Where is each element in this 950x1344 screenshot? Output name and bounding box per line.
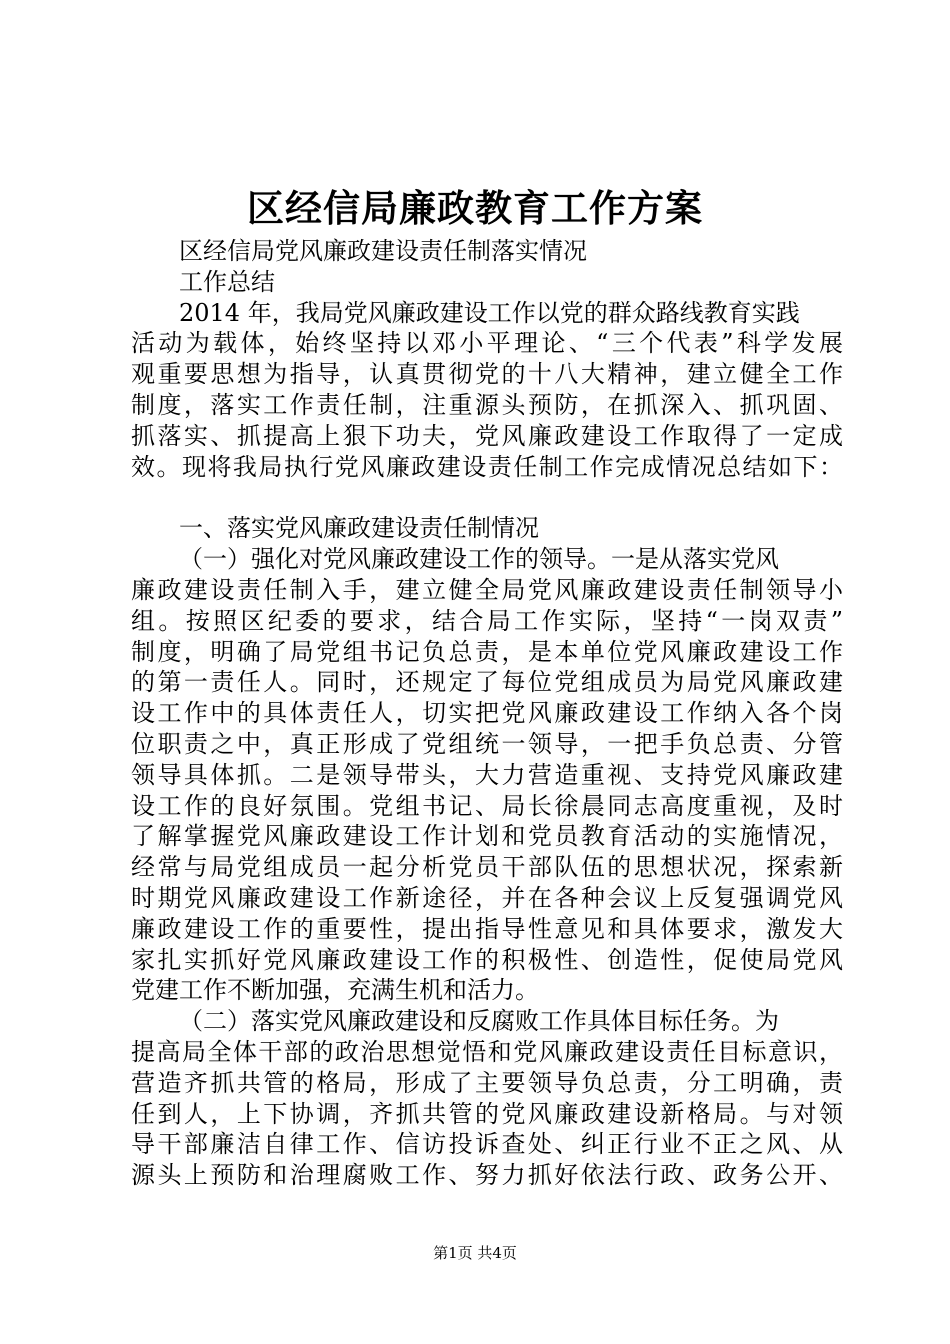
text-line: 设工作的良好氛围。党组书记、局长徐晨同志高度重视，及时 [131, 791, 843, 820]
text-line: 位职责之中，真正形成了党组统一领导，一把手负总责、分管 [131, 729, 843, 758]
text-line: 的第一责任人。同时，还规定了每位党组成员为局党风廉政建 [131, 668, 843, 697]
document-title: 区经信局廉政教育工作方案 [247, 186, 703, 230]
text-line: 观重要思想为指导，认真贯彻党的十八大精神，建立健全工作 [131, 360, 843, 389]
subtitle-line: 工作总结 [179, 267, 275, 296]
text-line: 时期党风廉政建设工作新途径，并在各种会议上反复强调党风 [131, 883, 843, 912]
document-body [131, 236, 843, 1191]
text-line: 任到人，上下协调，齐抓共管的党风廉政建设新格局。与对领 [131, 1099, 843, 1128]
text-line: 源头上预防和治理腐败工作、努力抓好依法行政、政务公开、 [131, 1161, 843, 1190]
text-line: 设工作中的具体责任人，切实把党风廉政建设工作纳入各个岗 [131, 699, 843, 728]
text-line: （一）强化对党风廉政建设工作的领导。一是从落实党风 [179, 545, 779, 574]
text-line: 营造齐抓共管的格局，形成了主要领导负总责，分工明确，责 [131, 1068, 843, 1097]
text-line: 经常与局党组成员一起分析党员干部队伍的思想状况，探索新 [131, 853, 843, 882]
text-line: 抓落实、抓提高上狠下功夫，党风廉政建设工作取得了一定成 [131, 421, 843, 450]
paragraph-targets [131, 1006, 843, 1191]
text-line: 效。现将我局执行党风廉政建设责任制工作完成情况总结如下： [131, 452, 843, 481]
text-line: 廉政建设责任制入手，建立健全局党风廉政建设责任制领导小 [131, 575, 843, 604]
paragraph-intro [131, 298, 843, 483]
text-line: 家扎实抓好党风廉政建设工作的积极性、创造性，促使局党风 [131, 945, 843, 974]
page-number-footer: 第1页 共4页 [433, 1244, 517, 1262]
section-heading: 一、落实党风廉政建设责任制情况 [179, 514, 539, 543]
paragraph-leadership [131, 544, 843, 1006]
text-line: 组。按照区纪委的要求，结合局工作实际，坚持“一岗双责” [131, 606, 843, 635]
subtitle-line: 区经信局党风廉政建设责任制落实情况 [179, 237, 587, 265]
text-line: 导干部廉洁自律工作、信访投诉查处、纠正行业不正之风、从 [131, 1130, 843, 1159]
text-line: 领导具体抓。二是领导带头，大力营造重视、支持党风廉政建 [131, 760, 843, 789]
text-line: 提高局全体干部的政治思想觉悟和党风廉政建设责任目标意识， [131, 1037, 843, 1066]
text-line: 制度，明确了局党组书记负总责，是本单位党风廉政建设工作 [131, 637, 843, 666]
text-line: 廉政建设工作的重要性，提出指导性意见和具体要求，激发大 [131, 914, 843, 943]
text-line: 制度，落实工作责任制，注重源头预防，在抓深入、抓巩固、 [131, 390, 843, 419]
text-line: 党建工作不断加强，充满生机和活力。 [131, 976, 539, 1005]
text-line: 2014 年，我局党风廉政建设工作以党的群众路线教育实践 [179, 298, 800, 327]
text-line: 了解掌握党风廉政建设工作计划和党员教育活动的实施情况， [131, 822, 843, 851]
text-line: （二）落实党风廉政建设和反腐败工作具体目标任务。为 [179, 1007, 779, 1036]
text-line: 活动为载体，始终坚持以邓小平理论、“三个代表”科学发展 [131, 329, 843, 358]
